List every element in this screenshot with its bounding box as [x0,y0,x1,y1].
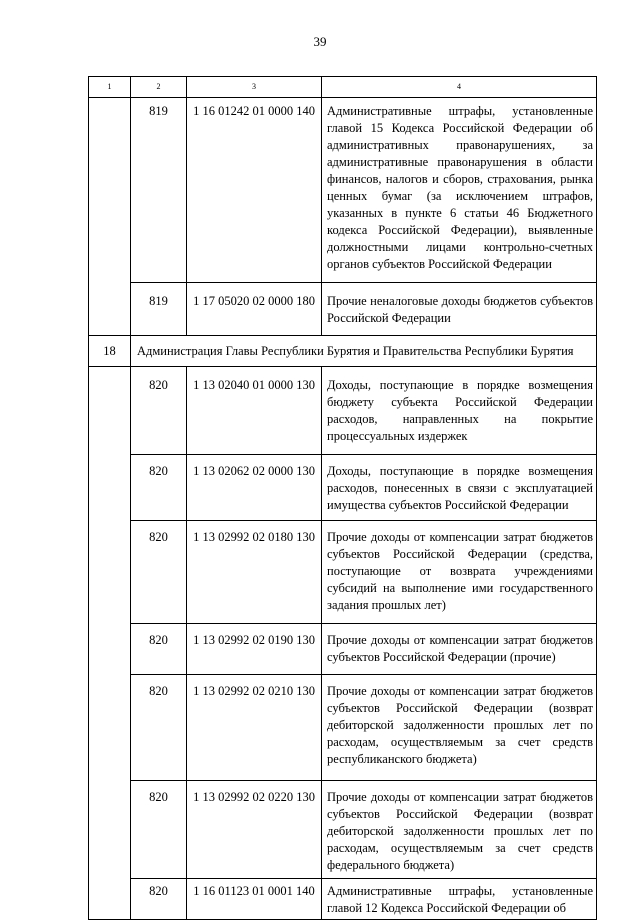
administrator-number: 18 [89,336,131,367]
revenue-code-cell: 1 13 02062 02 0000 130 [187,455,322,521]
page-number: 39 [313,34,327,49]
admin-code-cell: 820 [131,367,187,455]
table-row [89,781,597,879]
revenue-name-cell: Доходы, поступающие в порядке возмещения расходов, понесенных в связи с эксплуатацией имущества субъектов Российской Федерации [322,455,597,521]
table-row [89,98,597,283]
admin-number-cell-empty [89,98,131,336]
revenue-name-cell: Прочие доходы от компенсации затрат бюджетов субъектов Российской Федерации (возврат дебиторской задолженности прошлых лет по расходам, осуществляемым за счет средств республиканского бюджета) [322,675,597,781]
revenue-code-cell: 1 13 02992 02 0210 130 [187,675,322,781]
revenue-code-cell: 1 16 01123 01 0001 140 [187,879,322,920]
revenue-code-cell: 1 13 02040 01 0000 130 [187,367,322,455]
revenue-name-cell: Административные штрафы, установленные главой 15 Кодекса Российской Федерации об административных правонарушениях, за административные правонарушения в области финансов, налогов и сборов, страхования, рынка ценных бумаг (за исключением штрафов, указанных в пункте 6 статьи 46 Бюджетного кодекса Российской Федерации), выявленные должностными лицами контрольно-счетных органов субъектов Российской Федерации [322,98,597,283]
admin-code-cell: 820 [131,521,187,624]
column-number-2: 2 [131,77,187,98]
revenue-code-cell: 1 13 02992 02 0220 130 [187,781,322,879]
revenue-name-cell: Прочие доходы от компенсации затрат бюджетов субъектов Российской Федерации (средства, поступающие от возврата учреждениями субсидий на выполнение ими государственного задания прошлых лет) [322,521,597,624]
revenue-administrators-table [88,76,597,920]
table-row [89,675,597,781]
revenue-code-cell: 1 13 02992 02 0190 130 [187,624,322,675]
administrator-row [89,336,597,367]
administrator-name: Администрация Главы Республики Бурятия и Правительства Республики Бурятия [131,336,597,367]
revenue-code-cell: 1 13 02992 02 0180 130 [187,521,322,624]
revenue-name-cell: Прочие доходы от компенсации затрат бюджетов субъектов Российской Федерации (прочие) [322,624,597,675]
admin-code-cell: 820 [131,675,187,781]
table-row [89,624,597,675]
admin-code-cell: 820 [131,624,187,675]
admin-code-cell: 820 [131,879,187,920]
admin-number-cell-empty [89,367,131,920]
revenue-code-cell: 1 16 01242 01 0000 140 [187,98,322,283]
admin-code-cell: 819 [131,283,187,336]
column-number-4: 4 [322,77,597,98]
column-number-3: 3 [187,77,322,98]
table-row [89,367,597,455]
revenue-name-cell: Административные штрафы, установленные главой 12 Кодекса Российской Федерации об [322,879,597,920]
admin-code-cell: 820 [131,781,187,879]
table-row [89,283,597,336]
table-row [89,521,597,624]
table-row [89,879,597,920]
revenue-name-cell: Доходы, поступающие в порядке возмещения бюджету субъекта Российской Федерации расходов, направленных на покрытие процессуальных издержек [322,367,597,455]
admin-code-cell: 819 [131,98,187,283]
table-row [89,455,597,521]
revenue-name-cell: Прочие доходы от компенсации затрат бюджетов субъектов Российской Федерации (возврат дебиторской задолженности прошлых лет по расходам, осуществляемым за счет средств федерального бюджета) [322,781,597,879]
revenue-code-cell: 1 17 05020 02 0000 180 [187,283,322,336]
column-number-row [89,77,597,98]
admin-code-cell: 820 [131,455,187,521]
column-number-1: 1 [89,77,131,98]
revenue-name-cell: Прочие неналоговые доходы бюджетов субъектов Российской Федерации [322,283,597,336]
